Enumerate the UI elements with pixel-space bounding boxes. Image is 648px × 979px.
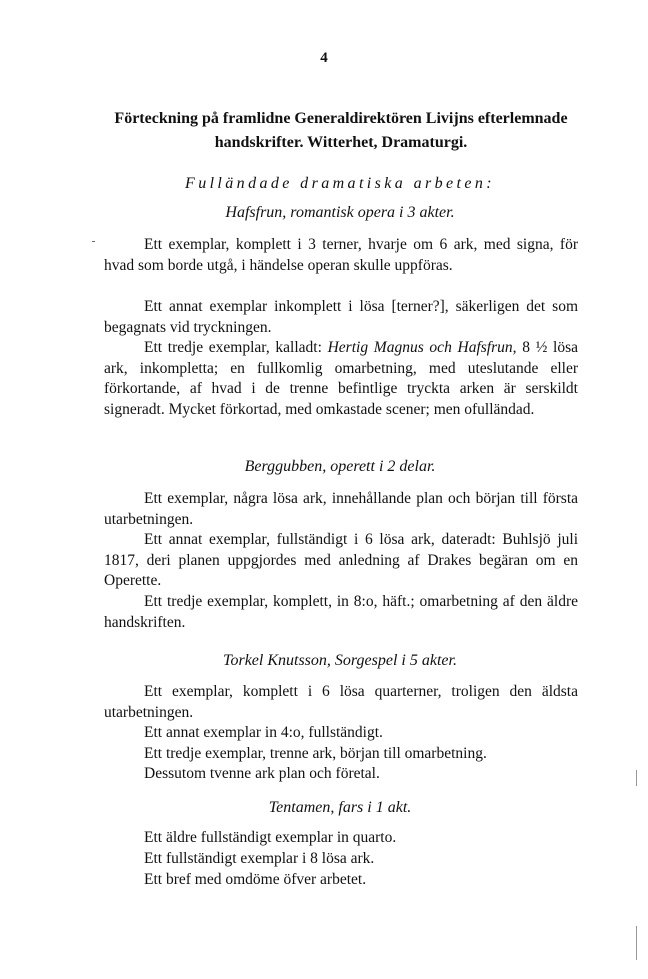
work-paragraph: Ett annat exemplar inkomplett i lösa [terner?], säkerligen det som begagnats vid tryckningen. bbox=[104, 298, 578, 336]
paragraph-lead: Ett tredje exemplar, kalladt: bbox=[144, 339, 328, 356]
work-paragraph: Ett exemplar, komplett i 3 terner, hvarje om 6 ark, med signa, för hvad som borde utgå, i händelse operan skulle uppföras. bbox=[104, 236, 578, 274]
work-paragraph: Ett äldre fullständigt exemplar in quarto. bbox=[144, 829, 397, 846]
work-paragraph bbox=[104, 338, 578, 420]
work-paragraph: Ett exemplar, komplett i 6 lösa quarterner, troligen den äldsta utarbetningen. bbox=[104, 683, 578, 721]
section-heading: Fulländade dramatiska arbeten: bbox=[185, 175, 495, 192]
work-paragraph: Ett tredje exemplar, trenne ark, början till omarbetning. bbox=[144, 745, 487, 762]
document-title: Förteckning på framlidne Generaldirektören Livijns efterlemnade handskrifter. Witterhet, Dramaturgi. bbox=[114, 110, 568, 151]
work-paragraph: Ett annat exemplar in 4:o, fullständigt. bbox=[144, 724, 383, 741]
work-heading-torkel-knutsson: Torkel Knutsson, Sorgespel i 5 akter. bbox=[223, 652, 457, 669]
scan-edge-mark bbox=[636, 926, 637, 960]
paragraph-rest: 8 ½ lösa ark, inkompletta; en fullkomlig omarbetning, med uteslutande eller förkortande, af hvad i de trenne befintlige tryckta arken är serskildt signeradt. Mycket förkortad, med omkastade scener; men ofulländad. bbox=[104, 339, 578, 418]
work-paragraph: Ett fullständigt exemplar i 8 lösa ark. bbox=[144, 850, 375, 867]
work-title-italic: Hertig Magnus och Hafsfrun, bbox=[327, 339, 517, 356]
work-heading-berggubben: Berggubben, operett i 2 delar. bbox=[244, 458, 436, 475]
scan-speck bbox=[92, 241, 95, 242]
work-heading-tentamen: Tentamen, fars i 1 akt. bbox=[268, 799, 412, 816]
work-paragraph: Ett tredje exemplar, komplett, in 8:o, häft.; omarbetning af den äldre handskriften. bbox=[104, 593, 578, 631]
work-paragraph: Ett exemplar, några lösa ark, innehållande plan och början till första utarbetningen. bbox=[104, 490, 578, 528]
scan-edge-mark bbox=[636, 770, 637, 786]
work-heading-hafsfrun: Hafsfrun, romantisk opera i 3 akter. bbox=[225, 204, 455, 221]
work-paragraph: Ett annat exemplar, fullständigt i 6 lösa ark, dateradt: Buhlsjö juli 1817, deri planen uppgjordes med anledning af Drakes begäran om en Operette. bbox=[104, 531, 578, 590]
page-number: 4 bbox=[320, 50, 328, 66]
work-paragraph: Ett bref med omdöme öfver arbetet. bbox=[144, 871, 367, 888]
work-paragraph: Dessutom tvenne ark plan och företal. bbox=[144, 765, 380, 782]
